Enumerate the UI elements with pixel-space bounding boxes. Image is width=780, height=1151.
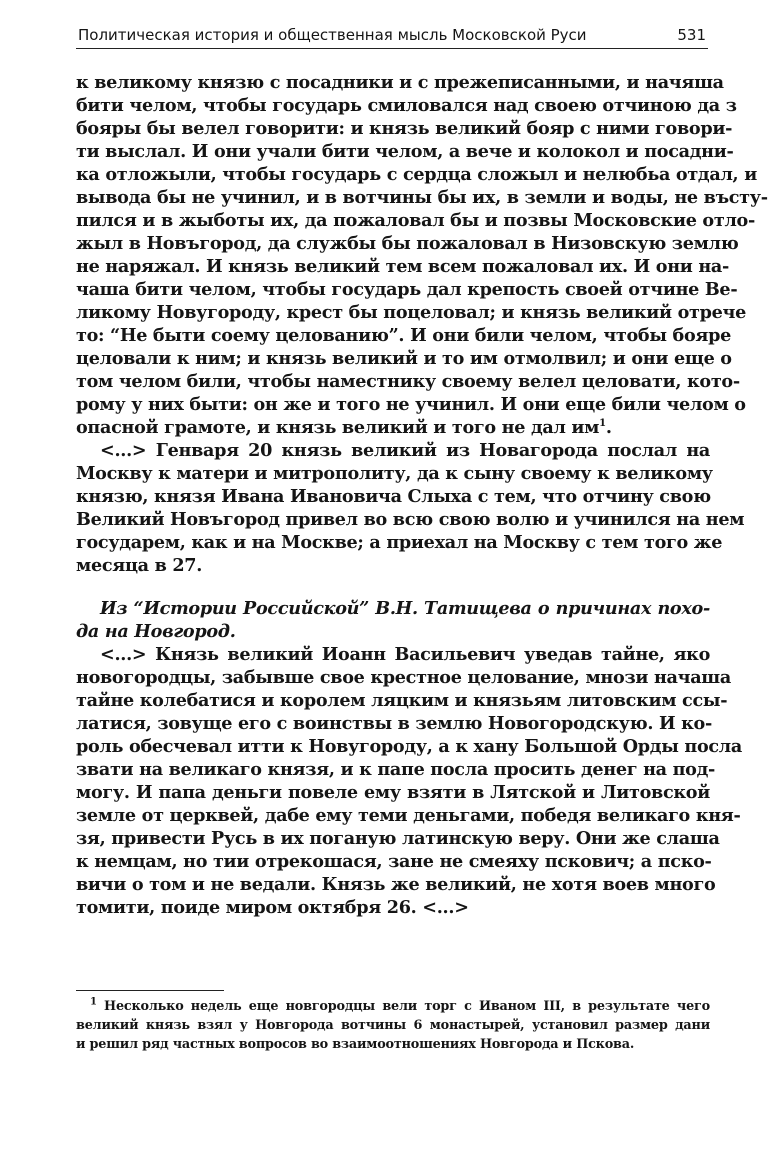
footnote-line: и решил ряд частных вопросов во взаимоотношениях Новгорода и Пскова. xyxy=(76,1037,635,1052)
page-number: 531 xyxy=(677,26,706,44)
text-line: пился и в жыботы их, да пожаловал бы и позвы Московские отло- xyxy=(76,210,755,231)
paragraph-january xyxy=(76,439,745,577)
heading-line: да на Новгород. xyxy=(76,621,236,642)
text-line: ти выслал. И они учали бити челом, а вече и колокол и посадни- xyxy=(76,141,734,162)
text-line: месяца в 27. xyxy=(76,555,203,576)
footnote-line-content: Несколько недель еще новгородцы вели торг с Иваном III, в результате чего xyxy=(104,999,710,1014)
text-line: князю, князя Ивана Ивановича Слыха с тем, что отчину свою xyxy=(76,486,711,507)
text-line: новогородцы, забывше свое крестное целование, мнози начаша xyxy=(76,667,732,688)
paragraph-chronicle xyxy=(76,71,768,439)
text-line: к немцам, но тии отрекошася, зане не смеяху пскович; а пско- xyxy=(76,851,712,872)
text-line: том челом били, чтобы наместнику своему велел целовати, кото- xyxy=(76,371,740,392)
text-line: земле от церквей, дабе ему теми деньгами, победя великаго кня- xyxy=(76,805,741,826)
text-line: <...> Генваря 20 князь великий из Новагорода послал на xyxy=(100,440,710,461)
text-line: не наряжал. И князь великий тем всем пожаловал их. И они на- xyxy=(76,256,730,277)
text-line: опасной грамоте, и князь великий и того не дал $им^1$. xyxy=(76,417,612,438)
running-title: Политическая история и общественная мысль Московской Руси xyxy=(78,26,587,44)
paragraph-tatishchev xyxy=(76,643,742,919)
text-line: звати на великаго князя, и к папе посла просить денег на под- xyxy=(76,759,716,780)
text-line: могу. И папа деньги повеле ему взяти в Лятской и Литовской xyxy=(76,782,710,803)
text-line: Москву к матери и митрополиту, да к сыну своему к великому xyxy=(76,463,713,484)
text-line: зя, привести Русь в их поганую латинскую веру. Они же слаша xyxy=(76,828,720,849)
text-line: тайне колебатися и королем ляцким и князьям литовским ссы- xyxy=(76,690,728,711)
text-line: чаша бити челом, чтобы государь дал крепость своей отчине Ве- xyxy=(76,279,738,300)
text-line: латися, зовуще его с воинствы в землю Новогородскую. И ко- xyxy=(76,713,712,734)
main-text xyxy=(76,71,768,919)
footnote-line: великий князь взял у Новгорода вотчины 6 монастырей, установил размер дани xyxy=(76,1018,710,1033)
text-line: вывода бы не учинил, и в вотчины бы их, в земли и воды, не въсту- xyxy=(76,187,768,208)
footnote-reference: 1 xyxy=(599,418,606,430)
running-header xyxy=(76,22,708,49)
text-line: целовали к ним; и князь великий и то им отмолвил; и они еще о xyxy=(76,348,732,369)
footnote-marker: 1 xyxy=(90,996,97,1008)
text-line: жыл в Новъгород, да службы бы пожаловал в Низовскую землю xyxy=(76,233,739,254)
footnote xyxy=(76,997,710,1054)
text-line: ликому Новугороду, крест бы поцеловал; и князь великий отрече xyxy=(76,302,746,323)
text-line: бити челом, чтобы государь смиловался над своею отчиною да з xyxy=(76,95,737,116)
footnote-divider xyxy=(76,990,224,991)
text-line: роль обесчевал итти к Новугороду, а к хану Большой Орды посла xyxy=(76,736,742,757)
text-line-content: опасной грамоте, и князь великий и того не дал им xyxy=(76,417,600,438)
section-gap xyxy=(76,577,710,597)
text-line: Великий Новъгород привел во всю свою волю и учинился на нем xyxy=(76,509,745,530)
text-line: то: “Не быти соему целованию”. И они били челом, чтобы бояре xyxy=(76,325,731,346)
text-line: государем, как и на Москве; а приехал на Москву с тем того же xyxy=(76,532,723,553)
text-line: томити, поиде миром октября 26. <...> xyxy=(76,897,469,918)
text-line: бояры бы велел говорити: и князь великий бояр с ними говори- xyxy=(76,118,733,139)
section-heading xyxy=(76,597,710,643)
text-line: рому у них быти: он же и того не учинил. И они еще били челом о xyxy=(76,394,746,415)
footnote-line xyxy=(76,997,710,1016)
text-line: ка отложыли, чтобы государь с сердца сложыл и нелюбьа отдал, и xyxy=(76,164,757,185)
text-line: вичи о том и не ведали. Князь же великий, не хотя воев много xyxy=(76,874,716,895)
heading-line: Из “Истории Российской” В.Н. Татищева о причинах похо- xyxy=(100,598,710,619)
text-line: <...> Князь великий Иоанн Васильевич уведав тайне, яко xyxy=(100,644,710,665)
text-line: к великому князю с посадники и с прежеписанными, и начяша xyxy=(76,72,724,93)
